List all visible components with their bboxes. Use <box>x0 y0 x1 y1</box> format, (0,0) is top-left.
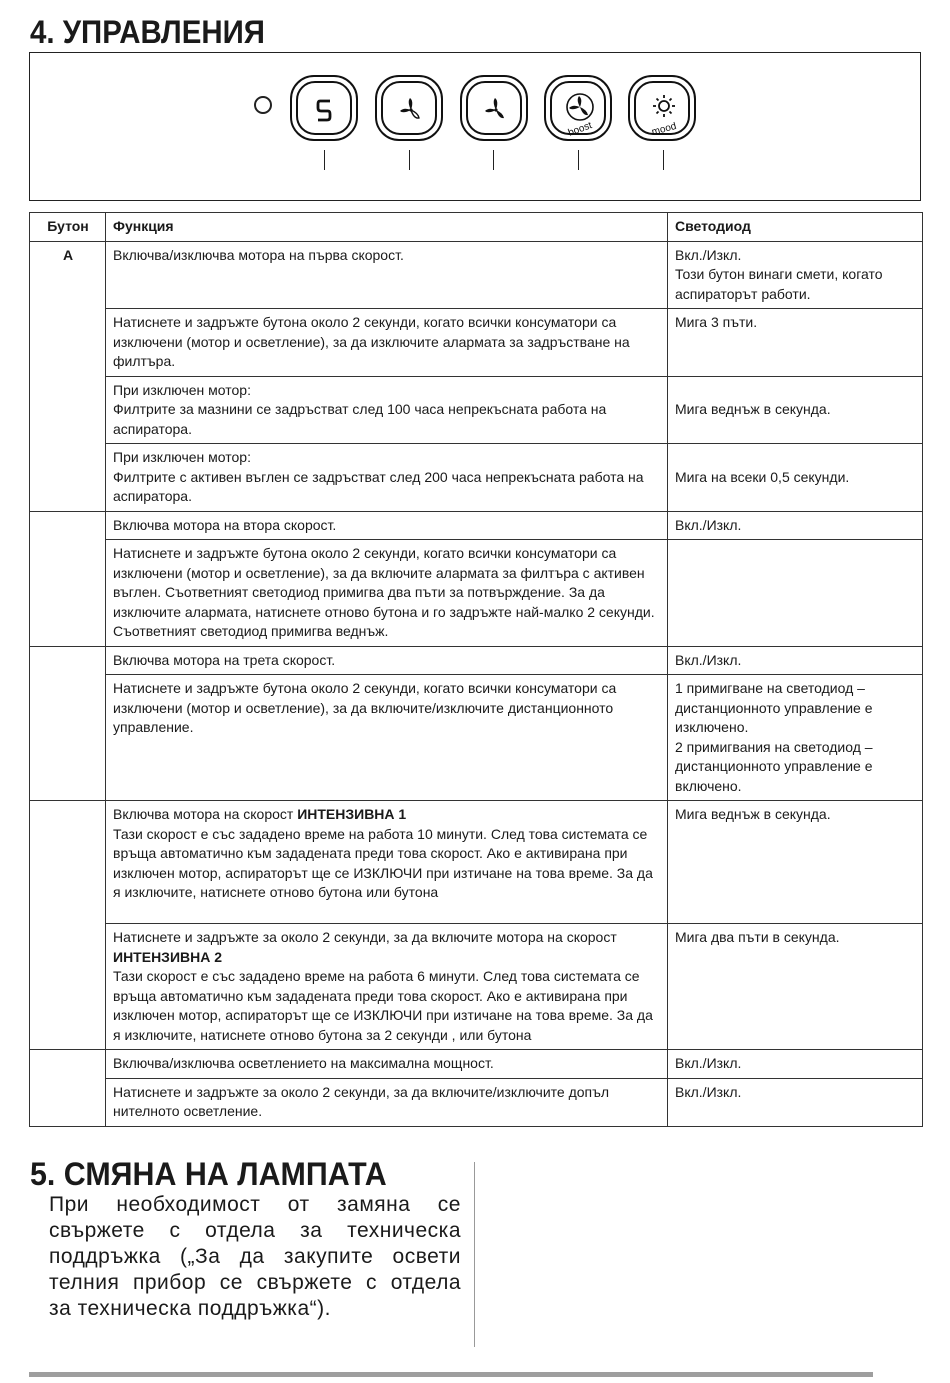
function-text: При изключен мотор: <box>113 381 251 398</box>
fan-speed-2-button <box>460 75 528 141</box>
pointer-line-b <box>409 150 410 170</box>
paragraph-line: При необходимост от замяна се <box>49 1193 461 1216</box>
light-mood-button <box>628 75 696 141</box>
led-cell <box>668 540 923 647</box>
led-cell: Вкл./Изкл. <box>668 646 923 675</box>
led-text: 1 примигване на светодиод – дистанционното управление е изключено. <box>675 680 873 735</box>
function-cell <box>106 924 668 1050</box>
fan-boost-button <box>544 75 612 141</box>
functions-table <box>29 212 923 1127</box>
function-cell: Натиснете и задръжте бутона около 2 секунди, когато всички консуматори са изключени (мотор и осветление), за да включите/изключите дистанционното управление. <box>106 675 668 801</box>
function-cell: Включва мотора на втора скорост. <box>106 511 668 540</box>
section-5-title: 5. СМЯНА НА ЛАМПАТА <box>30 1156 387 1192</box>
led-text: 2 примигвания на светодиод – дистанционното управление е включено. <box>675 738 873 794</box>
function-text: Филтрите с активен въглен се задръстват след 200 часа непрекъсната работа на аспиратора. <box>113 468 644 504</box>
led-cell: Мига 3 пъти. <box>668 309 923 377</box>
button-cell-e <box>30 1050 106 1127</box>
button-cell-c <box>30 646 106 801</box>
function-cell: Включва мотора на трета скорост. <box>106 646 668 675</box>
speed-name: ИНТЕНЗИВНА 1 <box>297 806 407 822</box>
button-cell-d <box>30 801 106 1050</box>
indicator-led-icon <box>254 96 272 114</box>
led-cell: Вкл./Изкл. <box>668 1078 923 1126</box>
paragraph-line: за техническа поддръжка“). <box>49 1297 331 1320</box>
led-cell <box>668 675 923 801</box>
table-row <box>30 241 923 309</box>
function-text: Тази скорост е със зададено време на работа 10 минути. След това системата се връща автоматично към зададената преди това скорост. Ако е активирана при изключен мотор, аспираторът ще се ИЗКЛЮЧИ при изтичане на това време. За да я изключите, натиснете отново бутона или бутона <box>113 825 653 900</box>
table-row <box>30 309 923 377</box>
table-row <box>30 924 923 1050</box>
section-4-title: 4. УПРАВЛЕНИЯ <box>30 14 265 50</box>
table-row <box>30 376 923 444</box>
filter-reset-icon <box>292 77 360 143</box>
function-cell <box>106 444 668 512</box>
table-row <box>30 1050 923 1079</box>
function-cell: Включва/изключва мотора на първа скорост. <box>106 241 668 309</box>
led-cell: Вкл./Изкл. <box>668 1050 923 1079</box>
table-row <box>30 675 923 801</box>
function-text: Филтрите за мазнини се задръстват след 100 часа непрекъсната работа на аспиратора. <box>113 401 607 437</box>
paragraph-line: поддръжка („За да закупите освети <box>49 1245 461 1268</box>
table-header-row <box>30 213 923 242</box>
button-cell-b <box>30 511 106 646</box>
function-cell <box>106 801 668 924</box>
column-divider <box>474 1162 475 1347</box>
header-button: Бутон <box>30 213 106 242</box>
light-mood-icon <box>630 77 698 143</box>
mood-label: mood <box>650 120 678 139</box>
table-row <box>30 801 923 924</box>
led-text: Този бутон винаги смети, когато аспираторът работи. <box>675 266 883 302</box>
page-footer-bar <box>29 1372 873 1377</box>
led-cell: Мига веднъж в секунда. <box>668 376 923 444</box>
led-cell: Мига веднъж в секунда. <box>668 801 923 924</box>
function-cell: Натиснете и задръжте бутона около 2 секунди, когато всички консуматори са изключени (мотор и осветление), за да включите алармата за филтъра с активен въглен. Съответният светодиод примигва два пъти за потвърждение. За да изключите алармата, натиснете отново бутона и го задръжте най-малко 2 секунди. Съответният светодиод примигва веднъж. <box>106 540 668 647</box>
function-cell: Натиснете и задръжте бутона около 2 секунди, когато всички консуматори са изключени (мотор и осветление), за да изключите алармата за задръстване на филтъра. <box>106 309 668 377</box>
function-cell <box>106 376 668 444</box>
table-row <box>30 511 923 540</box>
paragraph-line: свържете с отдела за техническа <box>49 1219 461 1242</box>
pointer-line-e <box>663 150 664 170</box>
function-text: Включва мотора на скорост <box>113 806 298 822</box>
led-text: Вкл./Изкл. <box>675 246 742 263</box>
fan-speed-2-icon <box>462 77 530 143</box>
paragraph-line: телния прибор се свържете с отдела <box>49 1271 461 1294</box>
fan-speed-1-icon <box>377 77 445 143</box>
led-cell: Мига на всеки 0,5 секунди. <box>668 444 923 512</box>
function-text: Тази скорост е със зададено време на работа 6 минути. След това системата се връща автоматично към зададената преди това скорост. Ако е активирана при изключен мотор, аспираторът ще се ИЗКЛЮЧИ при изтичане на това време. За да я изключите, натиснете отново бутона за 2 секунди , или бутона <box>113 968 653 1043</box>
table-row <box>30 646 923 675</box>
header-led: Светодиод <box>668 213 923 242</box>
header-function: Функция <box>106 213 668 242</box>
led-cell: Вкл./Изкл. <box>668 511 923 540</box>
function-text: Натиснете и задръжте за около 2 секунди, за да включите мотора на скорост <box>113 929 617 945</box>
fan-boost-icon <box>546 77 614 143</box>
table-row <box>30 540 923 647</box>
led-cell: Мига два пъти в секунда. <box>668 924 923 1050</box>
boost-label: boost <box>566 120 594 139</box>
filter-reset-button <box>290 75 358 141</box>
pointer-line-d <box>578 150 579 170</box>
led-cell <box>668 241 923 309</box>
function-cell: Натиснете и задръжте за около 2 секунди, за да включите/изключите допъл нителното осветление. <box>106 1078 668 1126</box>
fan-speed-1-button <box>375 75 443 141</box>
table-row <box>30 1078 923 1126</box>
lamp-replacement-text <box>49 1192 461 1322</box>
function-text: При изключен мотор: <box>113 449 251 465</box>
pointer-line-a <box>324 150 325 170</box>
function-cell: Включва/изключва осветлението на максимална мощност. <box>106 1050 668 1079</box>
button-cell-a: А <box>30 241 106 511</box>
pointer-line-c <box>493 150 494 170</box>
speed-name: ИНТЕНЗИВНА 2 <box>113 948 223 965</box>
table-row <box>30 444 923 512</box>
